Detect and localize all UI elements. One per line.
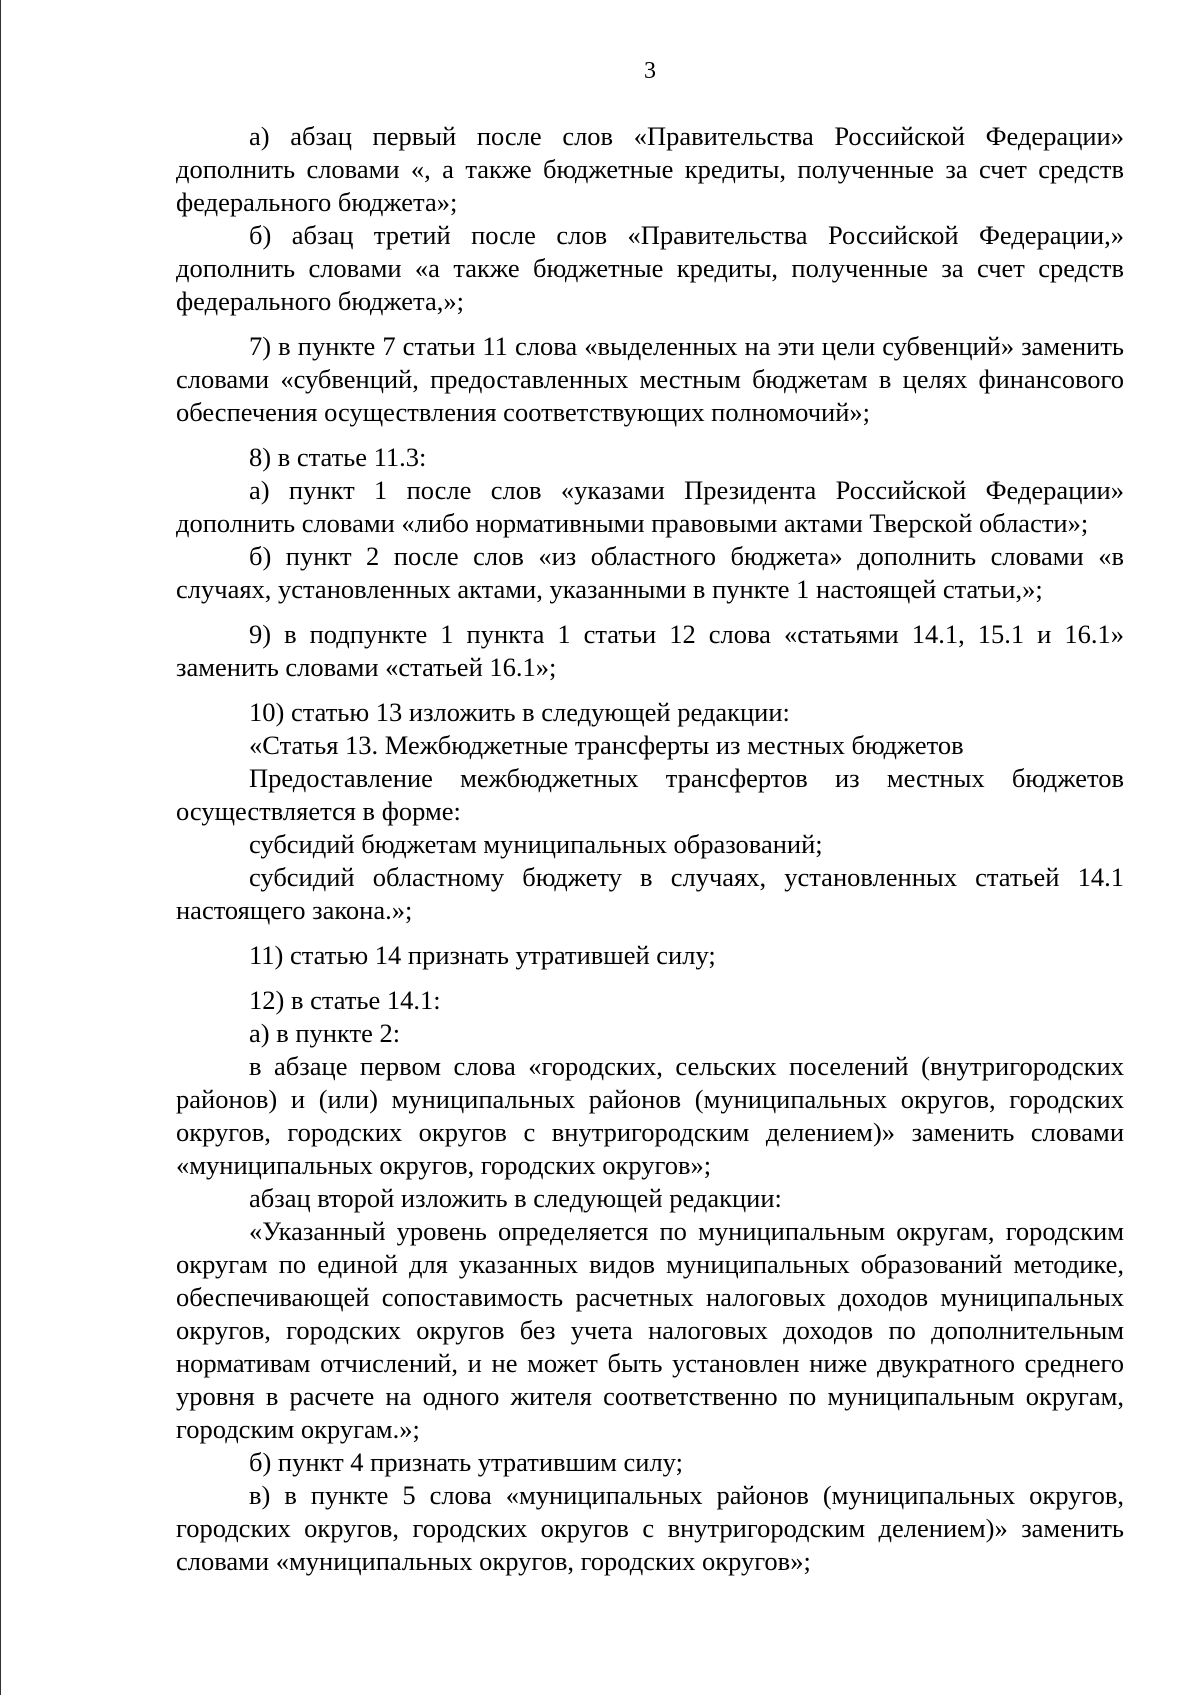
paragraph: 7) в пункте 7 статьи 11 слова «выделенных на эти цели субвенций» заменить словами «субвенций, предоставленных местным бюджетам в целях финансового обеспечения осуществления соответствующих полномочий»; [176, 331, 1124, 427]
paragraph: 9) в подпункте 1 пункта 1 статьи 12 слова «статьями 14.1, 15.1 и 16.1» заменить словами «статьей 16.1»; [176, 619, 1124, 682]
paragraph: абзац второй изложить в следующей редакции: [249, 1183, 782, 1213]
paragraph: а) в пункте 2: [249, 1018, 401, 1048]
paragraph: «Указанный уровень определяется по муниципальным округам, городским округам по единой для указанных видов муниципальных образований методике, обеспечивающей сопоставимость расчетных налоговых доходов муниципальных округов, городских округов без учета налоговых доходов по дополнительным нормативам отчислений, и не может быть установлен ниже двукратного среднего уровня в расчете на одного жителя соответственно по муниципальным округам, городским округам.»; [176, 1216, 1124, 1444]
document-body [176, 120, 1124, 1578]
paragraph: в абзаце первом слова «городских, сельских поселений (внутригородских районов) и (или) муниципальных районов (муниципальных округов, городских округов, городских округов с внутригородским делением)» заменить словами «муниципальных округов, городских округов»; [176, 1051, 1124, 1180]
paragraph: Предоставление межбюджетных трансфертов из местных бюджетов осуществляется в форме: [176, 763, 1124, 826]
paragraph: 10) статью 13 изложить в следующей редакции: [249, 697, 790, 727]
paragraph: субсидий областному бюджету в случаях, установленных статьей 14.1 настоящего закона.»; [176, 862, 1124, 925]
paragraph: а) абзац первый после слов «Правительства Российской Федерации» дополнить словами «, а также бюджетные кредиты, полученные за счет средств федерального бюджета»; [176, 121, 1124, 217]
page-number: 3 [644, 58, 656, 84]
paragraph: а) пункт 1 после слов «указами Президента Российской Федерации» дополнить словами «либо нормативными правовыми актами Тверской области»; [176, 475, 1124, 538]
paragraph: субсидий бюджетам муниципальных образований; [249, 829, 823, 859]
paragraph: 11) статью 14 признать утратившей силу; [249, 940, 716, 970]
paragraph: «Статья 13. Межбюджетные трансферты из местных бюджетов [249, 730, 964, 760]
paragraph: в) в пункте 5 слова «муниципальных районов (муниципальных округов, городских округов, городских округов с внутригородским делением)» заменить словами «муниципальных округов, городских округов»; [176, 1480, 1124, 1576]
paragraph: б) абзац третий после слов «Правительства Российской Федерации,» дополнить словами «а также бюджетные кредиты, полученные за счет средств федерального бюджета,»; [176, 220, 1124, 316]
paragraph: 8) в статье 11.3: [249, 442, 427, 472]
paragraph: б) пункт 2 после слов «из областного бюджета» дополнить словами «в случаях, установленных актами, указанными в пункте 1 настоящей статьи,»; [176, 541, 1124, 604]
paragraph: б) пункт 4 признать утратившим силу; [249, 1447, 683, 1477]
paragraph: 12) в статье 14.1: [249, 985, 441, 1015]
